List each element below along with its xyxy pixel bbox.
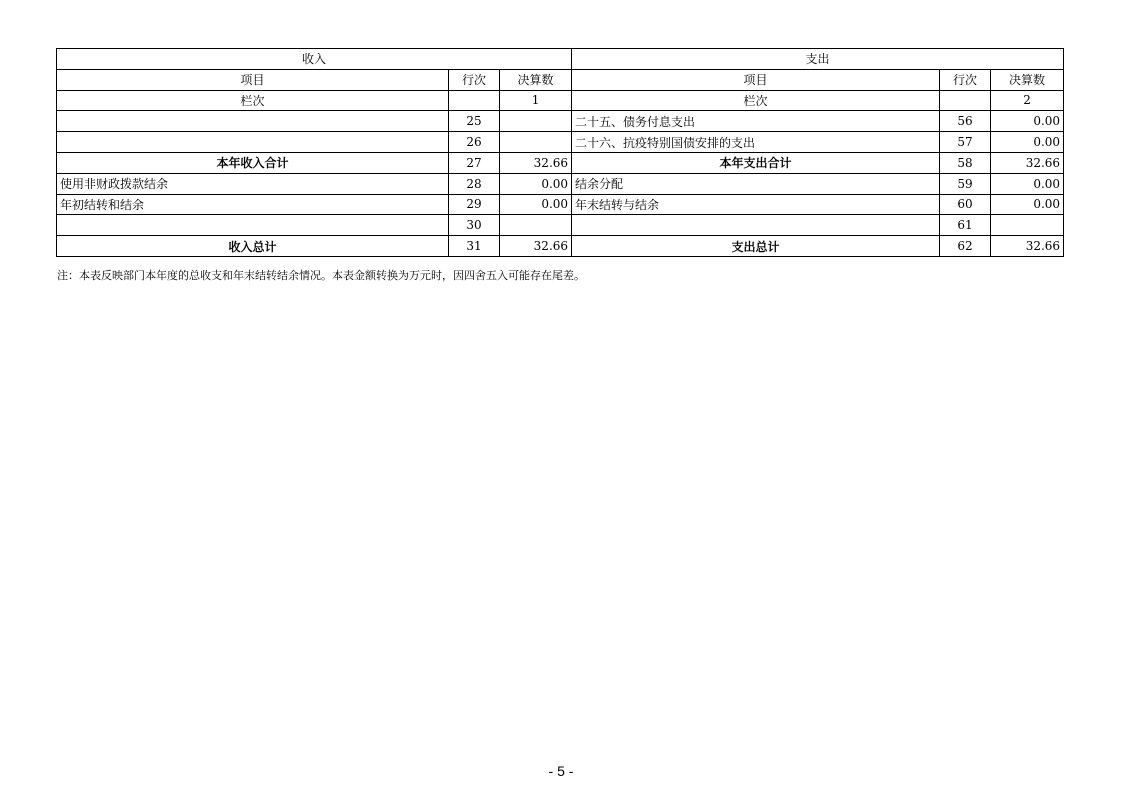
column-number-row	[57, 90, 1064, 111]
income-line-cell: 31	[449, 236, 500, 257]
expense-amount-cell	[991, 215, 1064, 236]
table-row	[57, 194, 1064, 215]
income-amount-cell: 0.00	[500, 194, 572, 215]
table-row	[57, 173, 1064, 194]
income-item-cell: 年初结转和结余	[57, 194, 449, 215]
income-column-line-cell	[449, 90, 500, 111]
income-amount-cell	[500, 111, 572, 132]
expense-column-number: 2	[991, 90, 1064, 111]
income-amount-cell: 0.00	[500, 173, 572, 194]
expense-item-cell	[572, 215, 940, 236]
table-row	[57, 215, 1064, 236]
expense-line-cell: 57	[940, 132, 991, 153]
expense-line-cell: 58	[940, 152, 991, 173]
income-line-cell: 25	[449, 111, 500, 132]
table-column-header-row	[57, 69, 1064, 90]
income-column-label: 栏次	[57, 90, 449, 111]
income-item-cell: 收入总计	[57, 236, 449, 257]
page-number: - 5 -	[548, 763, 574, 779]
income-item-cell: 本年收入合计	[57, 152, 449, 173]
table-section-header-row	[57, 49, 1064, 70]
expense-line-cell: 61	[940, 215, 991, 236]
expense-item-column-header: 项目	[572, 69, 940, 90]
income-item-column-header: 项目	[57, 69, 449, 90]
income-item-cell	[57, 111, 449, 132]
income-line-cell: 30	[449, 215, 500, 236]
expense-amount-cell: 0.00	[991, 194, 1064, 215]
table-row	[57, 152, 1064, 173]
expense-item-cell: 年末结转与结余	[572, 194, 940, 215]
income-amount-cell	[500, 215, 572, 236]
expense-line-cell: 62	[940, 236, 991, 257]
expense-column-line-cell	[940, 90, 991, 111]
expense-amount-column-header: 决算数	[991, 69, 1064, 90]
income-item-cell: 使用非财政拨款结余	[57, 173, 449, 194]
table-row	[57, 132, 1064, 153]
expense-amount-cell: 0.00	[991, 173, 1064, 194]
expense-item-cell: 二十六、抗疫特别国债安排的支出	[572, 132, 940, 153]
income-line-column-header: 行次	[449, 69, 500, 90]
income-line-cell: 27	[449, 152, 500, 173]
table-data-body	[57, 111, 1064, 257]
expense-amount-cell: 32.66	[991, 152, 1064, 173]
expense-item-cell: 结余分配	[572, 173, 940, 194]
expense-amount-cell: 0.00	[991, 111, 1064, 132]
income-line-cell: 29	[449, 194, 500, 215]
expense-column-label: 栏次	[572, 90, 940, 111]
expense-item-cell: 支出总计	[572, 236, 940, 257]
expense-section-header: 支出	[572, 49, 1064, 70]
income-amount-column-header: 决算数	[500, 69, 572, 90]
expense-amount-cell: 32.66	[991, 236, 1064, 257]
income-expense-table	[56, 48, 1064, 257]
table-footnote: 注：本表反映部门本年度的总收支和年末结转结余情况。本表金额转换为万元时，因四舍五入可能存在尾差。	[57, 269, 585, 282]
expense-item-cell: 二十五、债务付息支出	[572, 111, 940, 132]
income-line-cell: 26	[449, 132, 500, 153]
income-amount-cell	[500, 132, 572, 153]
income-column-number: 1	[500, 90, 572, 111]
income-amount-cell: 32.66	[500, 152, 572, 173]
table-row	[57, 236, 1064, 257]
expense-line-column-header: 行次	[940, 69, 991, 90]
expense-line-cell: 59	[940, 173, 991, 194]
income-amount-cell: 32.66	[500, 236, 572, 257]
income-line-cell: 28	[449, 173, 500, 194]
expense-line-cell: 56	[940, 111, 991, 132]
income-section-header: 收入	[57, 49, 572, 70]
expense-line-cell: 60	[940, 194, 991, 215]
expense-item-cell: 本年支出合计	[572, 152, 940, 173]
expense-amount-cell: 0.00	[991, 132, 1064, 153]
income-item-cell	[57, 132, 449, 153]
table-row	[57, 111, 1064, 132]
income-item-cell	[57, 215, 449, 236]
